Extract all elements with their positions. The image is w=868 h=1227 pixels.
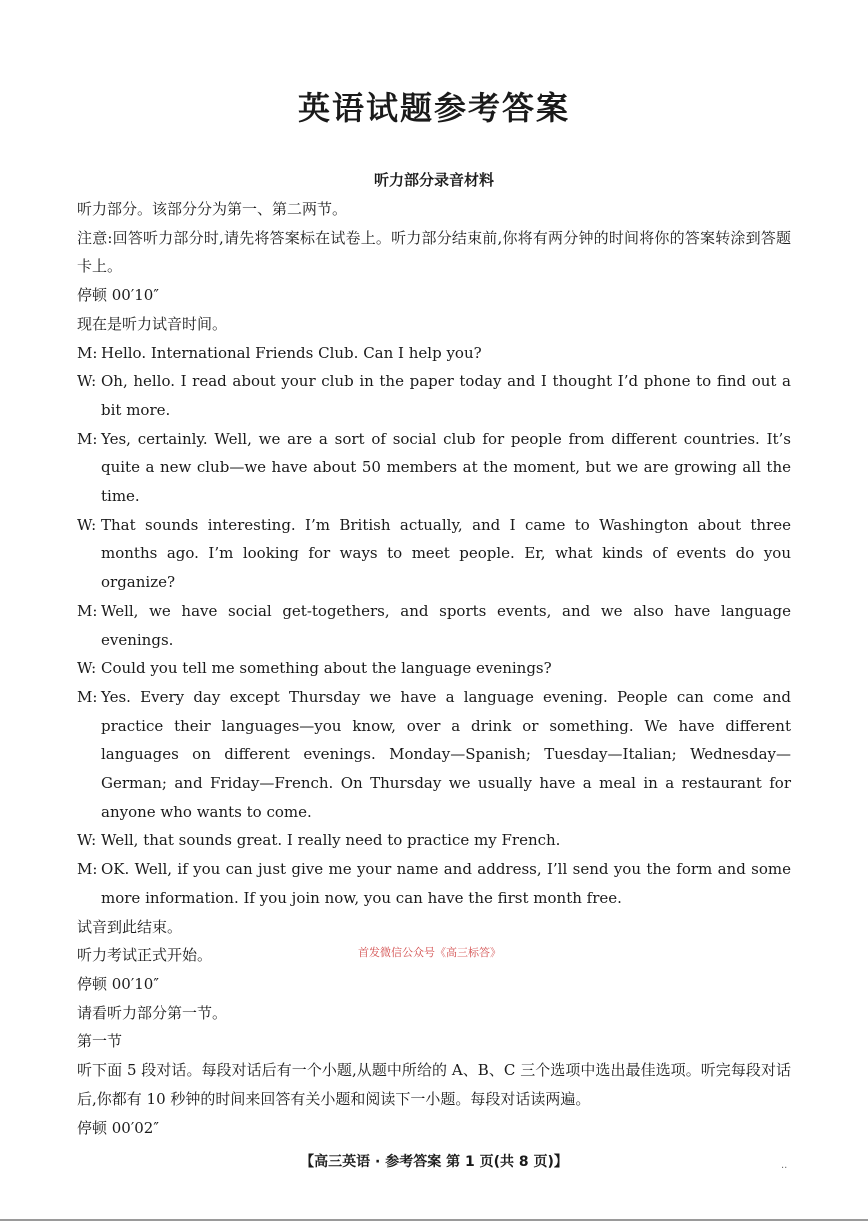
trial-start-line: 现在是听力试音时间。 (77, 314, 228, 333)
speaker-label: W: (77, 659, 97, 678)
dialogue-line (77, 339, 791, 368)
instructions-paragraph: 听下面 5 段对话。每段对话后有一个小题,从题中所给的 A、B、C 三个选项中选出最佳选项。听完每段对话后,你都有 10 秒钟的时间来回答有关小题和阅读下一小题。每段对话读两遍。 (77, 1061, 791, 1108)
speaker-label: M: (77, 860, 98, 879)
section-heading: 第一节 (77, 1032, 123, 1051)
dialogue-text: Could you tell me something about the language evenings? (101, 659, 552, 678)
speaker-label: W: (77, 372, 97, 391)
see-part-line: 请看听力部分第一节。 (77, 1003, 228, 1022)
exam-start-row (77, 941, 791, 970)
dialogue-text: Oh, hello. I read about your club in the paper today and I thought I’d phone to find out a bit more. (101, 372, 791, 419)
dialogue-line (77, 654, 791, 683)
section-subtitle: 听力部分录音材料 (373, 171, 494, 189)
dialogue-line (77, 597, 791, 654)
bottom-divider (0, 1219, 868, 1221)
dialogue-text: Hello. International Friends Club. Can I help you? (101, 343, 482, 362)
dialogue-line (77, 683, 791, 827)
page-title: 英语试题参考答案 (297, 89, 570, 127)
dialogue-line (77, 855, 791, 912)
trial-end-line: 试音到此结束。 (77, 917, 183, 936)
dialogue-line (77, 425, 791, 511)
dialogue-text: Yes. Every day except Thursday we have a language evening. People can come and practice their languages—you know, over a drink or something. We have different languages on different evenings. Monday—Spanish; Tuesday—Italian; Wednesday—German; and Friday—French. On Thursday we usually have a meal in a restaurant for anyone who wants to come. (101, 687, 791, 821)
speaker-label: M: (77, 601, 98, 620)
exam-start-line: 听力考试正式开始。 (77, 946, 213, 965)
pause-marker: 停顿 00′10″ (77, 286, 159, 305)
dialogue-text: Well, that sounds great. I really need to practice my French. (101, 831, 561, 850)
listening-transcript (77, 195, 791, 1142)
dialogue-line (77, 511, 791, 597)
dialogue-text: That sounds interesting. I’m British actually, and I came to Washington about three months ago. I’m looking for ways to meet people. Er, what kinds of events do you organize? (101, 515, 791, 592)
dialogue-text: Well, we have social get-togethers, and sports events, and we also have language evenings. (101, 601, 791, 649)
page-footer: 【高三英语 · 参考答案 第 1 页(共 8 页)】 (300, 1154, 568, 1170)
speaker-label: M: (77, 429, 98, 448)
speaker-label: W: (77, 515, 97, 534)
speaker-label: M: (77, 687, 98, 706)
notice-paragraph: 注意:回答听力部分时,请先将答案标在试卷上。听力部分结束前,你将有两分钟的时间将你的答案转涂到答题卡上。 (77, 228, 791, 276)
watermark-text: 首发微信公众号《高三标答》 (358, 946, 501, 960)
speaker-label: W: (77, 831, 97, 850)
dialogue-line (77, 826, 791, 855)
corner-mark: .. (781, 1160, 788, 1171)
intro-line: 听力部分。该部分分为第一、第二两节。 (77, 200, 348, 218)
dialogue-text: Yes, certainly. Well, we are a sort of social club for people from different countries. It’s quite a new club—we have about 50 members at the moment, but we are growing all the time. (101, 429, 791, 506)
dialogue-line (77, 367, 791, 424)
dialogue-text: OK. Well, if you can just give me your name and address, I’ll send you the form and some more information. If you join now, you can have the first month free. (101, 860, 791, 907)
speaker-label: M: (77, 343, 98, 362)
pause-marker: 停顿 00′02″ (77, 1118, 159, 1137)
pause-marker: 停顿 00′10″ (77, 974, 159, 993)
